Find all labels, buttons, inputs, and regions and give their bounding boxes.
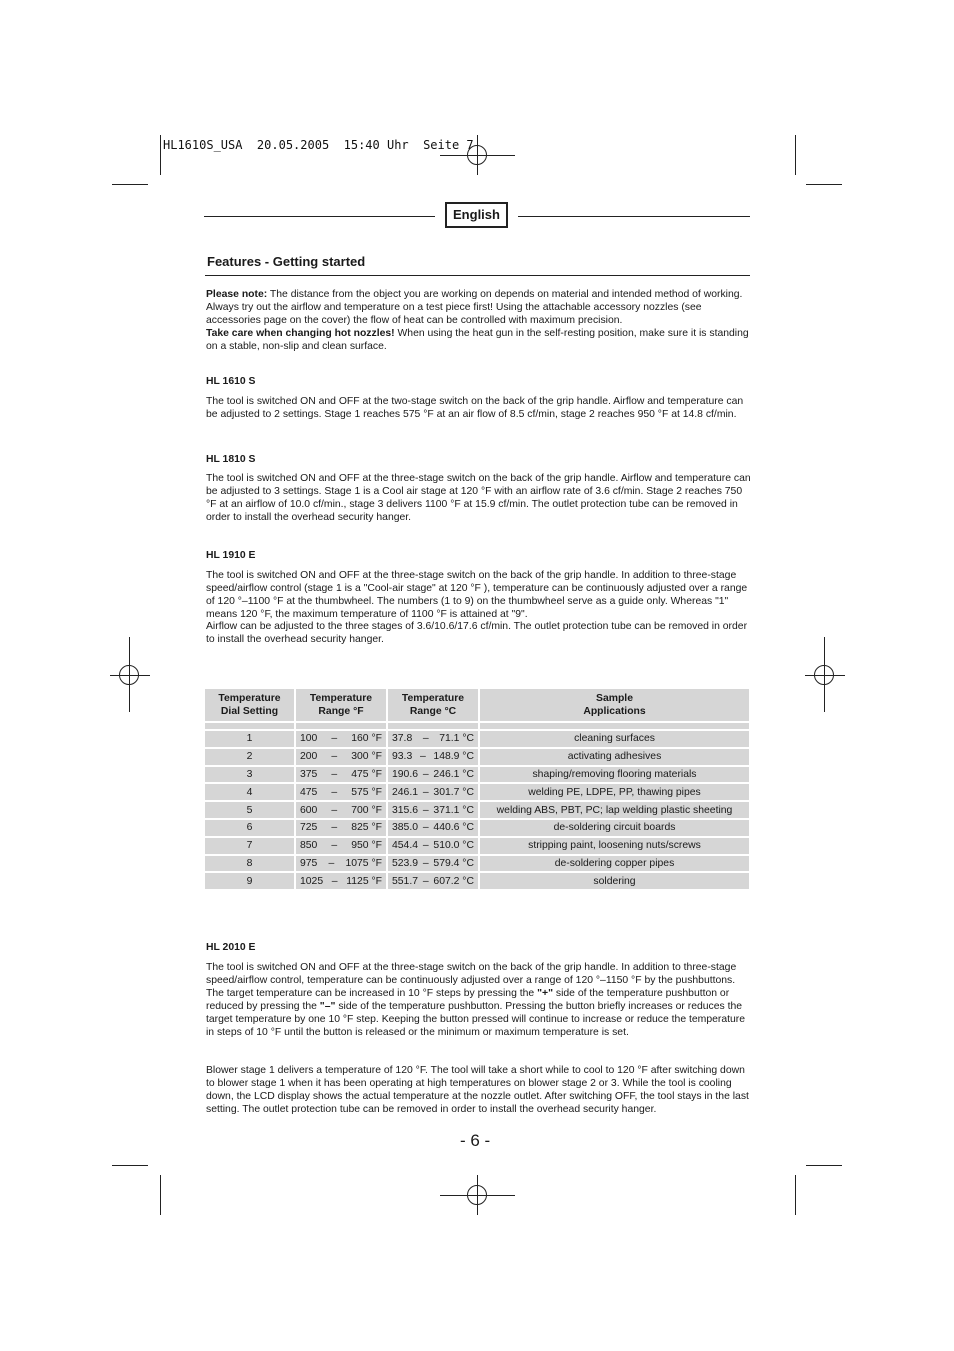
note-text: The distance from the object you are working on depends on material and intended method of working. Always try out the airflow and temperature on a test piece first! Using the attachable accessory nozzles (see accessories page on the cover) the flow of heat can be controlled with maximum precision. [206,289,743,326]
crop-mark [160,135,161,175]
crop-mark [795,135,796,175]
table-row [205,748,749,766]
fahrenheit-range-cell: 200 – 300 °F [295,748,387,766]
application-cell: shaping/removing flooring materials [479,766,749,784]
celsius-range-cell: 190.6 – 246.1 °C [387,766,479,784]
model-heading: HL 1610 S [206,376,256,387]
celsius-range-cell: 454.4 – 510.0 °C [387,837,479,855]
dial-setting-cell: 1 [205,730,295,748]
celsius-range-cell: 385.0 – 440.6 °C [387,819,479,837]
model-heading: HL 2010 E [206,942,256,953]
table-row [205,855,749,873]
model-heading: HL 1810 S [206,454,256,465]
dial-setting-cell: 6 [205,819,295,837]
table-row [205,783,749,801]
crop-mark [795,1175,796,1215]
print-slug: HL1610S_USA 20.05.2005 15:40 Uhr Seite 7 [163,138,474,152]
fahrenheit-range-cell: 100 – 160 °F [295,730,387,748]
header-rule-right [518,216,750,217]
model-description: The tool is switched ON and OFF at the three-stage switch on the back of the grip handle. Airflow and temperature can be adjusted to 3 settings. Stage 1 is a Cool air stage at 120 °F with an airflow rate of 3.6 cf/min. Stage 2 reaches 750 °F at an airflow of 10.0 cf/min., stage 3 delivers 1100 °F at 15.9 cf/min. The outlet protection tube can be removed in order to install the overhead security hanger. [206,473,751,523]
application-cell: soldering [479,872,749,890]
column-header: Temperature Dial Setting [205,689,295,722]
dial-setting-cell: 9 [205,872,295,890]
crop-mark [160,1175,161,1215]
fahrenheit-range-cell: 1025 – 1125 °F [295,872,387,890]
fahrenheit-range-cell: 850 – 950 °F [295,837,387,855]
dial-setting-cell: 2 [205,748,295,766]
fahrenheit-range-cell: 725 – 825 °F [295,819,387,837]
page-number: - 6 - [460,1131,491,1150]
fahrenheit-range-cell: 600 – 700 °F [295,801,387,819]
column-header: Sample Applications [479,689,749,722]
language-label: English [445,202,508,228]
warning-text: When using the heat gun in the self-resting position, make sure it is standing on a stable, non-slip and clean surface. [206,328,749,352]
model-description: The tool is switched ON and OFF at the three-stage switch on the back of the grip handle. In addition to three-stage speed/airflow control, temperature can be continuously adjusted over a range of 120 °–1150 °F by the pushbuttons. The target temperature can be increased in 10 °F steps by pressing the "+" side of the temperature pushbutton or reduced by pressing the "–" side of the temperature pushbutton. Pressing the button briefly increases or reduces the target temperature by one 10 °F step. Keeping the button pressed will continue to increase or reduce the temperature in steps of 10 °F until the button is released or the minimum or maximum temperature is set. [206,962,746,1038]
celsius-range-cell: 37.8 – 71.1 °C [387,730,479,748]
table-row [205,837,749,855]
celsius-range-cell: 246.1 – 301.7 °C [387,783,479,801]
minus-symbol: "–" [319,1001,336,1012]
note-label: Please note: [206,289,268,300]
application-cell: stripping paint, loosening nuts/screws [479,837,749,855]
celsius-range-cell: 315.6 – 371.1 °C [387,801,479,819]
warning-label: Take care when changing hot nozzles! [206,328,395,339]
dial-setting-cell: 8 [205,855,295,873]
dial-setting-cell: 4 [205,783,295,801]
note-paragraph [206,288,751,353]
temperature-table [205,689,749,891]
fahrenheit-range-cell: 375 – 475 °F [295,766,387,784]
column-header: Temperature Range °C [387,689,479,722]
table-row [205,801,749,819]
celsius-range-cell: 93.3 – 148.9 °C [387,748,479,766]
table-row [205,766,749,784]
crop-mark [806,1165,842,1166]
application-cell: welding PE, LDPE, PP, thawing pipes [479,783,749,801]
celsius-range-cell: 523.9 – 579.4 °C [387,855,479,873]
model-description: The tool is switched ON and OFF at the three-stage switch on the back of the grip handle. In addition to three-stage speed/airflow control (stage 1 is a "Cool-air stage" at 120 °F ), temperature can be continuously adjusted over a range of 120 °–1100 °F at the thumbwheel. The numbers (1 to 9) on the thumbwheel serve as a guide only. Whereas "1" means 120 °F, the maximum temperature of 1100 °F is attained at "9". [206,570,748,620]
header-rule-left [204,216,435,217]
section-rule [205,275,750,276]
model-description: The tool is switched ON and OFF at the two-stage switch on the back of the grip handle. Airflow and temperature can be adjusted to 2 settings. Stage 1 reaches 575 °F at an air flow of 8.5 cf/min, stage 2 reaches 950 °F at 14.8 cf/min. [206,396,744,420]
column-header: Temperature Range °F [295,689,387,722]
table-header-row [205,689,749,722]
crop-mark [112,1165,148,1166]
crop-mark [112,184,148,185]
plus-symbol: "+" [537,988,553,999]
application-cell: welding ABS, PBT, PC; lap welding plastic sheeting [479,801,749,819]
section-title: Features - Getting started [207,254,366,269]
application-cell: de-soldering circuit boards [479,819,749,837]
table-spacer [205,722,749,730]
application-cell: cleaning surfaces [479,730,749,748]
application-cell: activating adhesives [479,748,749,766]
dial-setting-cell: 7 [205,837,295,855]
celsius-range-cell: 551.7 – 607.2 °C [387,872,479,890]
model-heading: HL 1910 E [206,550,256,561]
model-description-continued: Blower stage 1 delivers a temperature of 120 °F. The tool will take a short while to cool to 120 °F after switching down to blower stage 1 when it has been operating at high temperatures on blower stage 2 or 3. While the tool is cooling down, the LCD display shows the actual temperature at the nozzle outlet. After switching OFF, the tool stays in the last setting. The outlet protection tube can be removed in order to install the overhead security hanger. [206,1065,749,1115]
table-row [205,730,749,748]
dial-setting-cell: 3 [205,766,295,784]
crop-mark [806,184,842,185]
model-description-continued: Airflow can be adjusted to the three stages of 3.6/10.6/17.6 cf/min. The outlet protection tube can be removed in order to install the overhead security hanger. [206,621,748,645]
fahrenheit-range-cell: 475 – 575 °F [295,783,387,801]
dial-setting-cell: 5 [205,801,295,819]
table-row [205,872,749,890]
application-cell: de-soldering copper pipes [479,855,749,873]
table-row [205,819,749,837]
fahrenheit-range-cell: 975 – 1075 °F [295,855,387,873]
